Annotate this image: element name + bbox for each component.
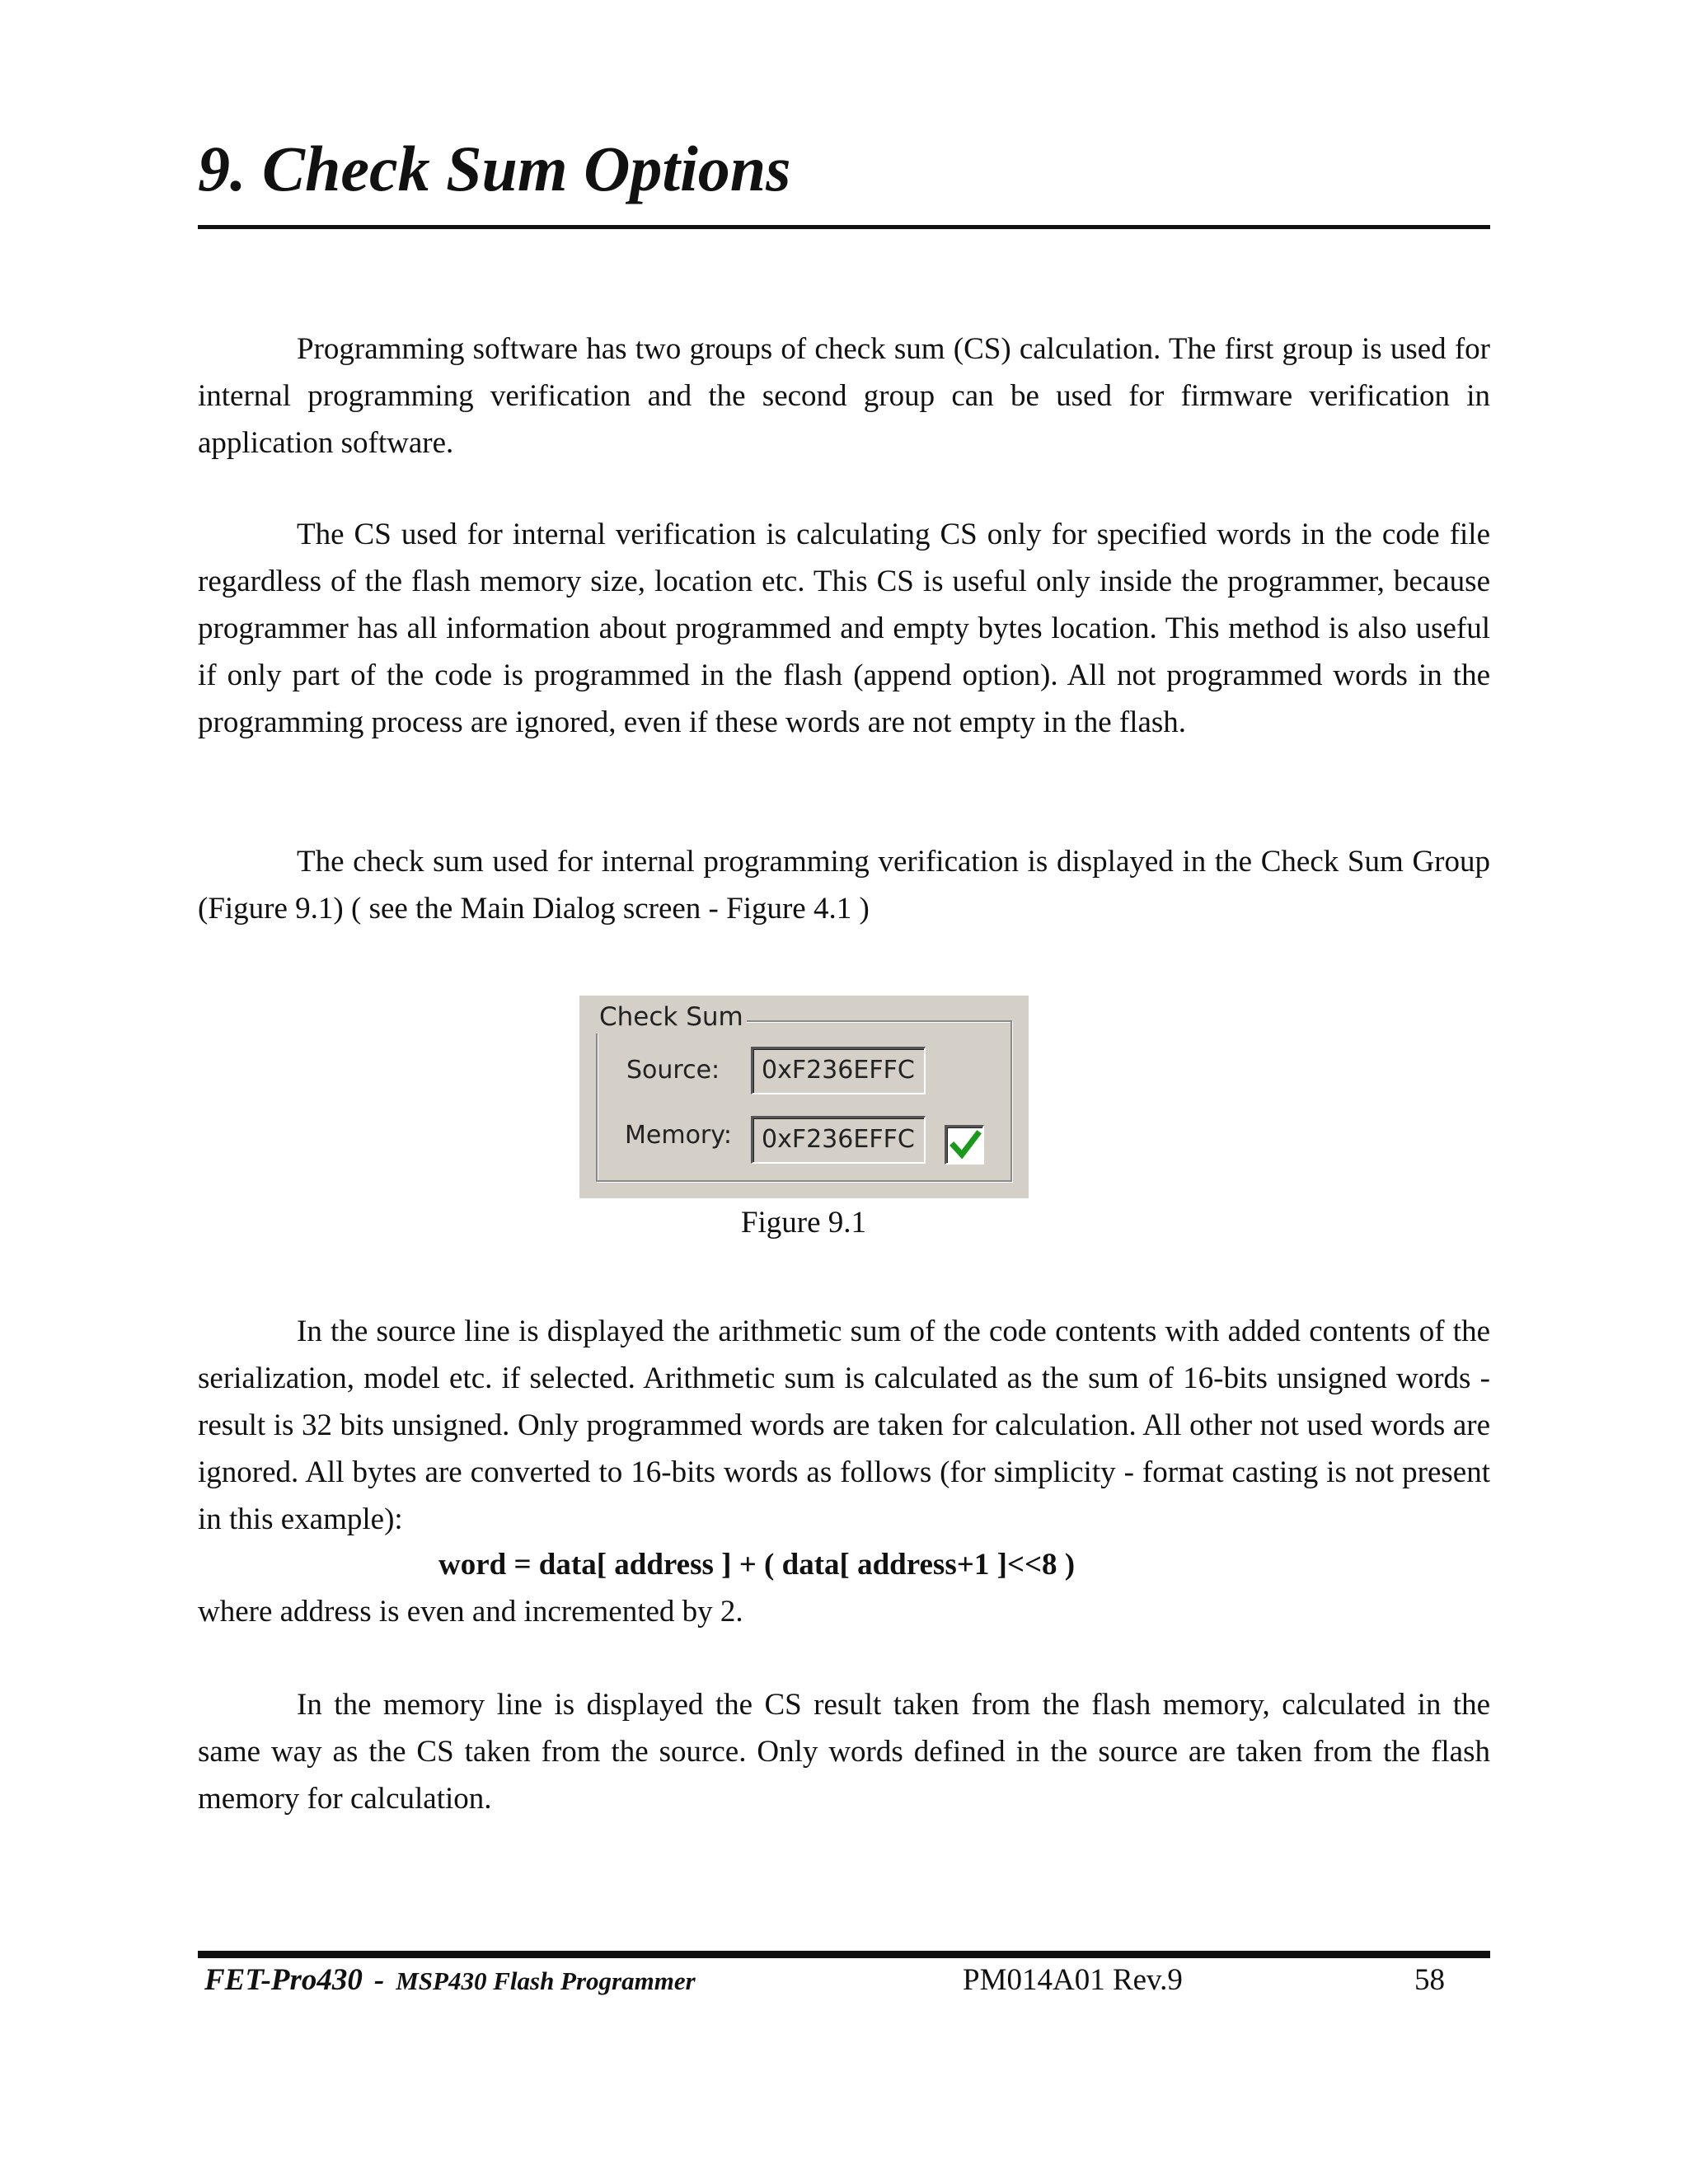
section-heading: 9. Check Sum Options [198, 133, 791, 204]
checksum-group-label: Check Sum [596, 1001, 747, 1033]
paragraph-intro: Programming software has two groups of check sum (CS) calculation. The first group is used for internal programming verification and the second group can be used for firmware verification in application software. [198, 332, 1490, 460]
footer-doc-id: PM014A01 Rev.9 [963, 1963, 1183, 1997]
source-checksum-field: 0xF236EFFC [751, 1047, 926, 1094]
formula-note: where address is even and incremented by 2. [198, 1595, 743, 1629]
footer-product-subtitle: MSP430 Flash Programmer [396, 1966, 696, 1995]
footer-rule [198, 1951, 1490, 1958]
heading-rule [198, 225, 1490, 229]
memory-checksum-field: 0xF236EFFC [751, 1116, 926, 1164]
source-label: Source: [626, 1056, 720, 1085]
footer-separator: - [373, 1963, 385, 1997]
footer-product [204, 1960, 696, 2002]
paragraph-memory-line: In the memory line is displayed the CS result taken from the flash memory, calculated in the same way as the CS taken from the source. Only words defined in the source are taken from the flash memory for calculation. [198, 1688, 1490, 1816]
figure-caption: Figure 9.1 [740, 1206, 867, 1240]
memory-label: Memory: [625, 1121, 732, 1150]
paragraph-source-line: In the source line is displayed the arithmetic sum of the code contents with added contents of the serialization, model etc. if selected. Arithmetic sum is calculated as the sum of 16-bits unsigned words - result is 32 bits unsigned. Only programmed words are taken for calculation. All other not used words are ignored. All bytes are converted to 16-bits words as follows (for simplicity - format casting is not present in this example): [198, 1315, 1490, 1536]
footer-product-name: FET-Pro430 [204, 1963, 363, 1997]
page-number: 58 [1414, 1963, 1445, 1997]
green-checkmark-icon [945, 1125, 984, 1165]
paragraph-checksum-display: The check sum used for internal programming verification is displayed in the Check Sum Group (Figure 9.1) ( see the Main Dialog screen - Figure 4.1 ) [198, 845, 1490, 926]
paragraph-internal-verification: The CS used for internal verification is calculating CS only for specified words in the code file regardless of the flash memory size, location etc. This CS is useful only inside the programmer, because programmer has all information about programmed and empty bytes location. This method is also useful if only part of the code is programmed in the flash (append option). All not programmed words in the programming process are ignored, even if these words are not empty in the flash. [198, 518, 1490, 739]
checksum-figure [579, 996, 1029, 1198]
checksum-formula: word = data[ address ] + ( data[ address+1 ]<<8 ) [438, 1548, 1076, 1582]
